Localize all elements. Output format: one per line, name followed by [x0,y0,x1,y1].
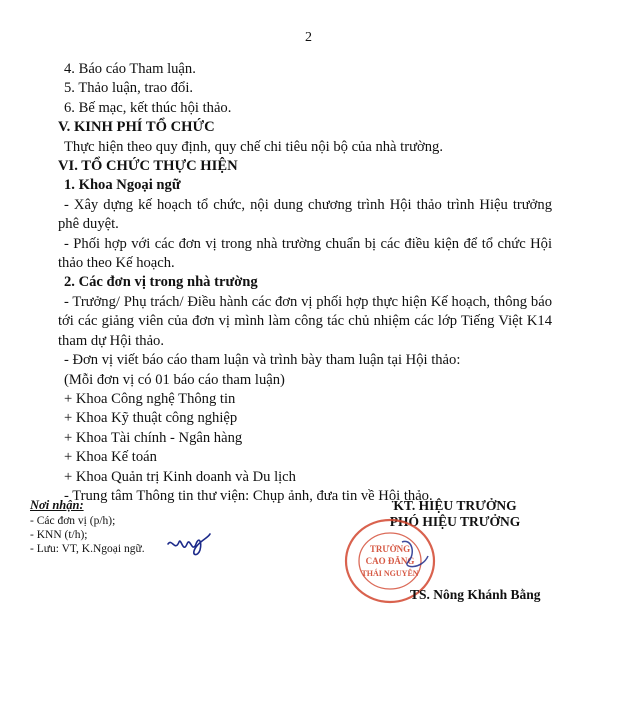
section-heading-funding: V. KINH PHÍ TỔ CHỨC [58,119,215,136]
paragraph-plan: - Xây dựng kế hoạch tổ chức, nội dung chương trình Hội thảo trình Hiệu trưởng phê duyệt. [58,196,552,233]
recipient-line: - Các đơn vị (p/h); [30,515,116,527]
list-item-finance: + Khoa Tài chính - Ngân hàng [64,429,243,446]
list-item-library: - Trung tâm Thông tin thư viện: Chụp ảnh, đưa tin về Hội thảo. [64,487,433,504]
signature-line-2: PHÓ HIỆU TRƯỞNG [389,514,521,529]
document-body [58,60,552,506]
agenda-item-5: 5. Thảo luận, trao đổi. [64,80,194,97]
list-item-accounting: + Khoa Kế toán [64,449,157,466]
paragraph-note: (Mỗi đơn vị có 01 báo cáo tham luận) [64,371,285,388]
seal-line-1: TRƯỜNG [369,544,411,554]
list-item-business: + Khoa Quản trị Kinh doanh và Du lịch [64,468,296,485]
recipients-block [30,498,145,556]
subheading-foreign-languages: 1. Khoa Ngoại ngữ [64,177,181,194]
list-item-it: + Khoa Công nghệ Thông tin [64,390,236,407]
initials-signature [166,530,212,560]
agenda-item-4: 4. Báo cáo Tham luận. [64,61,196,77]
seal-line-3: THÁI NGUYÊN [361,569,419,578]
signer-name: TS. Nông Khánh Bằng [410,587,541,602]
paragraph-heads: - Trưởng/ Phụ trách/ Điều hành các đơn vị phối hợp thực hiện Kế hoạch, thông báo tới các giảng viên của đơn vị mình làm công tác chủ nhiệm các lớp Tiếng Việt K14 tham dự Hội thảo. [58,293,552,349]
page-number: 2 [305,30,312,45]
paragraph-coordination: - Phối hợp với các đơn vị trong nhà trường chuẩn bị các điều kiện để tổ chức Hội thảo theo Kế hoạch. [58,235,552,272]
recipient-line: - KNN (t/h); [30,529,88,541]
section-heading-implementation: VI. TỔ CHỨC THỰC HIỆN [58,158,238,175]
signature-line-1: KT. HIỆU TRƯỞNG [393,498,517,513]
seal-line-2: CAO ĐẲNG [365,556,415,566]
agenda-item-6: 6. Bế mạc, kết thúc hội thảo. [64,99,232,116]
recipient-line: - Lưu: VT, K.Ngoại ngữ. [30,543,145,555]
subheading-units: 2. Các đơn vị trong nhà trường [64,274,258,291]
paragraph-papers: - Đơn vị viết báo cáo tham luận và trình bày tham luận tại Hội thảo: [64,352,461,369]
list-item-engineering: + Khoa Kỹ thuật công nghiệp [64,410,238,427]
recipients-title: Nơi nhận: [30,498,84,512]
funding-text: Thực hiện theo quy định, quy chế chi tiêu nội bộ của nhà trường. [64,138,443,155]
document-footer [30,498,590,608]
